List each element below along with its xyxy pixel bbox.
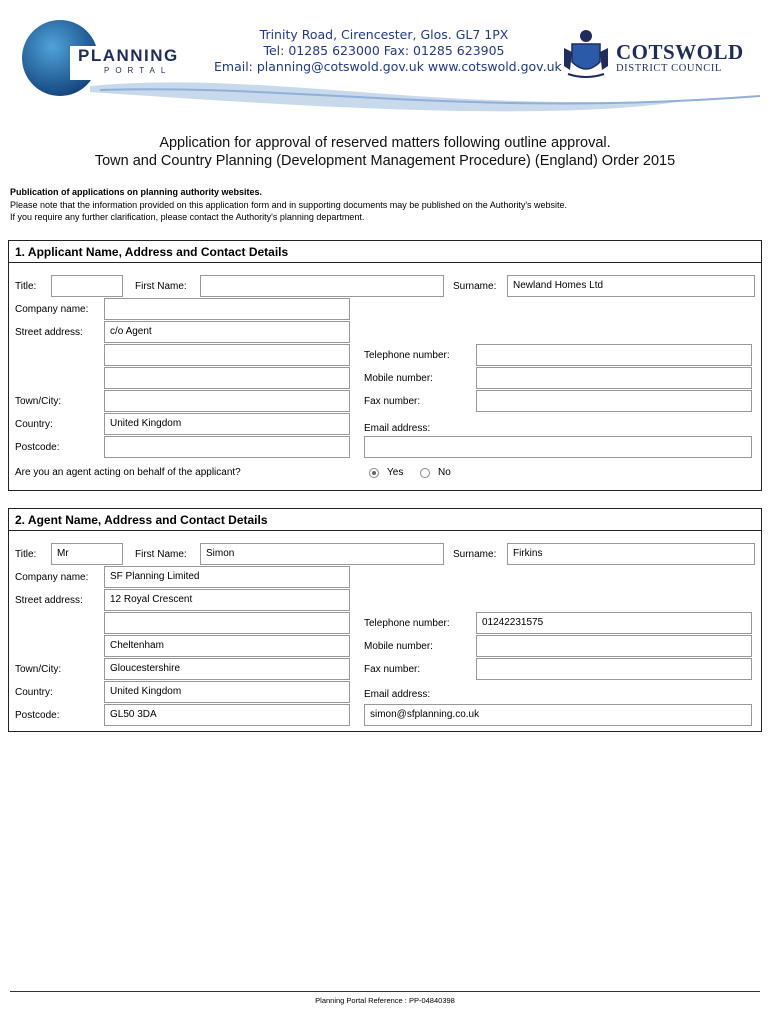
publication-line2: If you require any further clarification, please contact the Authority's planning department.	[10, 212, 365, 222]
postcode-label: Postcode:	[15, 442, 60, 453]
applicant-fax-field[interactable]	[476, 390, 752, 412]
fax-label: Fax number:	[364, 664, 421, 675]
applicant-mobile-field[interactable]	[476, 367, 752, 389]
applicant-first-name-field[interactable]	[200, 275, 444, 297]
title-label: Title:	[15, 549, 37, 560]
council-name-main: COTSWOLD	[616, 40, 744, 64]
applicant-section	[8, 240, 762, 491]
agent-mobile-field[interactable]	[476, 635, 752, 657]
agent-title-field[interactable]: Mr	[51, 543, 123, 565]
agent-yes-radio[interactable]	[369, 468, 379, 478]
surname-label: Surname:	[453, 281, 497, 292]
surname-label: Surname:	[453, 549, 497, 560]
agent-surname-field[interactable]: Firkins	[507, 543, 755, 565]
council-phone: Tel: 01285 623000 Fax: 01285 623905	[263, 43, 505, 58]
page-header	[0, 0, 770, 125]
agent-no-label: No	[438, 467, 451, 478]
email-label: Email address:	[364, 689, 431, 700]
email-label: Email address:	[364, 423, 431, 434]
agent-yes-label: Yes	[387, 467, 404, 478]
council-name	[616, 40, 744, 74]
agent-street2-field[interactable]	[104, 612, 350, 634]
council-address: Trinity Road, Cirencester, Glos. GL7 1PX	[259, 27, 509, 42]
agent-question-label: Are you an agent acting on behalf of the applicant?	[15, 467, 241, 478]
council-crest-icon	[562, 26, 610, 80]
street-label: Street address:	[15, 595, 83, 606]
telephone-label: Telephone number:	[364, 350, 450, 361]
applicant-email-field[interactable]	[364, 436, 752, 458]
form-title-line2: Town and Country Planning (Development Management Procedure) (England) Order 2015	[94, 153, 676, 169]
agent-fax-field[interactable]	[476, 658, 752, 680]
country-label: Country:	[15, 419, 53, 430]
agent-first-name-field[interactable]: Simon	[200, 543, 444, 565]
agent-street3-field[interactable]: Cheltenham	[104, 635, 350, 657]
publication-notice	[10, 186, 567, 224]
section-heading: 2. Agent Name, Address and Contact Details	[15, 513, 268, 527]
applicant-company-field[interactable]	[104, 298, 350, 320]
country-label: Country:	[15, 687, 53, 698]
applicant-street2-field[interactable]	[104, 344, 350, 366]
publication-heading: Publication of applications on planning authority websites.	[10, 187, 263, 197]
town-label: Town/City:	[15, 664, 62, 675]
agent-section	[8, 508, 762, 732]
applicant-street1-field[interactable]: c/o Agent	[104, 321, 350, 343]
town-label: Town/City:	[15, 396, 62, 407]
applicant-country-field[interactable]: United Kingdom	[104, 413, 350, 435]
fax-label: Fax number:	[364, 396, 421, 407]
council-contact	[214, 27, 562, 75]
telephone-label: Telephone number:	[364, 618, 450, 629]
agent-country-field[interactable]: United Kingdom	[104, 681, 350, 703]
title-label: Title:	[15, 281, 37, 292]
agent-telephone-field[interactable]: 01242231575	[476, 612, 752, 634]
applicant-title-field[interactable]	[51, 275, 123, 297]
council-email: Email: planning@cotswold.gov.uk www.cotswold.gov.uk	[214, 59, 562, 74]
company-label: Company name:	[15, 304, 89, 315]
agent-street1-field[interactable]: 12 Royal Crescent	[104, 589, 350, 611]
logo-main-text: PLANNING	[78, 46, 179, 65]
mobile-label: Mobile number:	[364, 641, 433, 652]
agent-company-field[interactable]: SF Planning Limited	[104, 566, 350, 588]
applicant-surname-field[interactable]: Newland Homes Ltd	[507, 275, 755, 297]
portal-reference: Planning Portal Reference : PP-04840398	[315, 996, 455, 1005]
street-label: Street address:	[15, 327, 83, 338]
company-label: Company name:	[15, 572, 89, 583]
first-name-label: First Name:	[135, 281, 187, 292]
mobile-label: Mobile number:	[364, 373, 433, 384]
section-divider	[9, 262, 761, 263]
applicant-street3-field[interactable]	[104, 367, 350, 389]
publication-line1: Please note that the information provided on this application form and in supporting documents may be published on the Authority's website.	[10, 199, 568, 210]
agent-postcode-field[interactable]: GL50 3DA	[104, 704, 350, 726]
agent-town-field[interactable]: Gloucestershire	[104, 658, 350, 680]
applicant-postcode-field[interactable]	[104, 436, 350, 458]
applicant-telephone-field[interactable]	[476, 344, 752, 366]
agent-no-radio[interactable]	[420, 468, 430, 478]
logo-sub-text: PORTAL	[104, 66, 172, 75]
agent-email-field[interactable]: simon@sfplanning.co.uk	[364, 704, 752, 726]
section-divider	[9, 530, 761, 531]
footer-divider	[10, 991, 760, 992]
form-title-line1: Application for approval of reserved matters following outline approval.	[159, 135, 611, 151]
section-heading: 1. Applicant Name, Address and Contact Details	[15, 245, 289, 259]
postcode-label: Postcode:	[15, 710, 60, 721]
first-name-label: First Name:	[135, 549, 187, 560]
applicant-town-field[interactable]	[104, 390, 350, 412]
council-name-sub: DISTRICT COUNCIL	[616, 63, 722, 74]
